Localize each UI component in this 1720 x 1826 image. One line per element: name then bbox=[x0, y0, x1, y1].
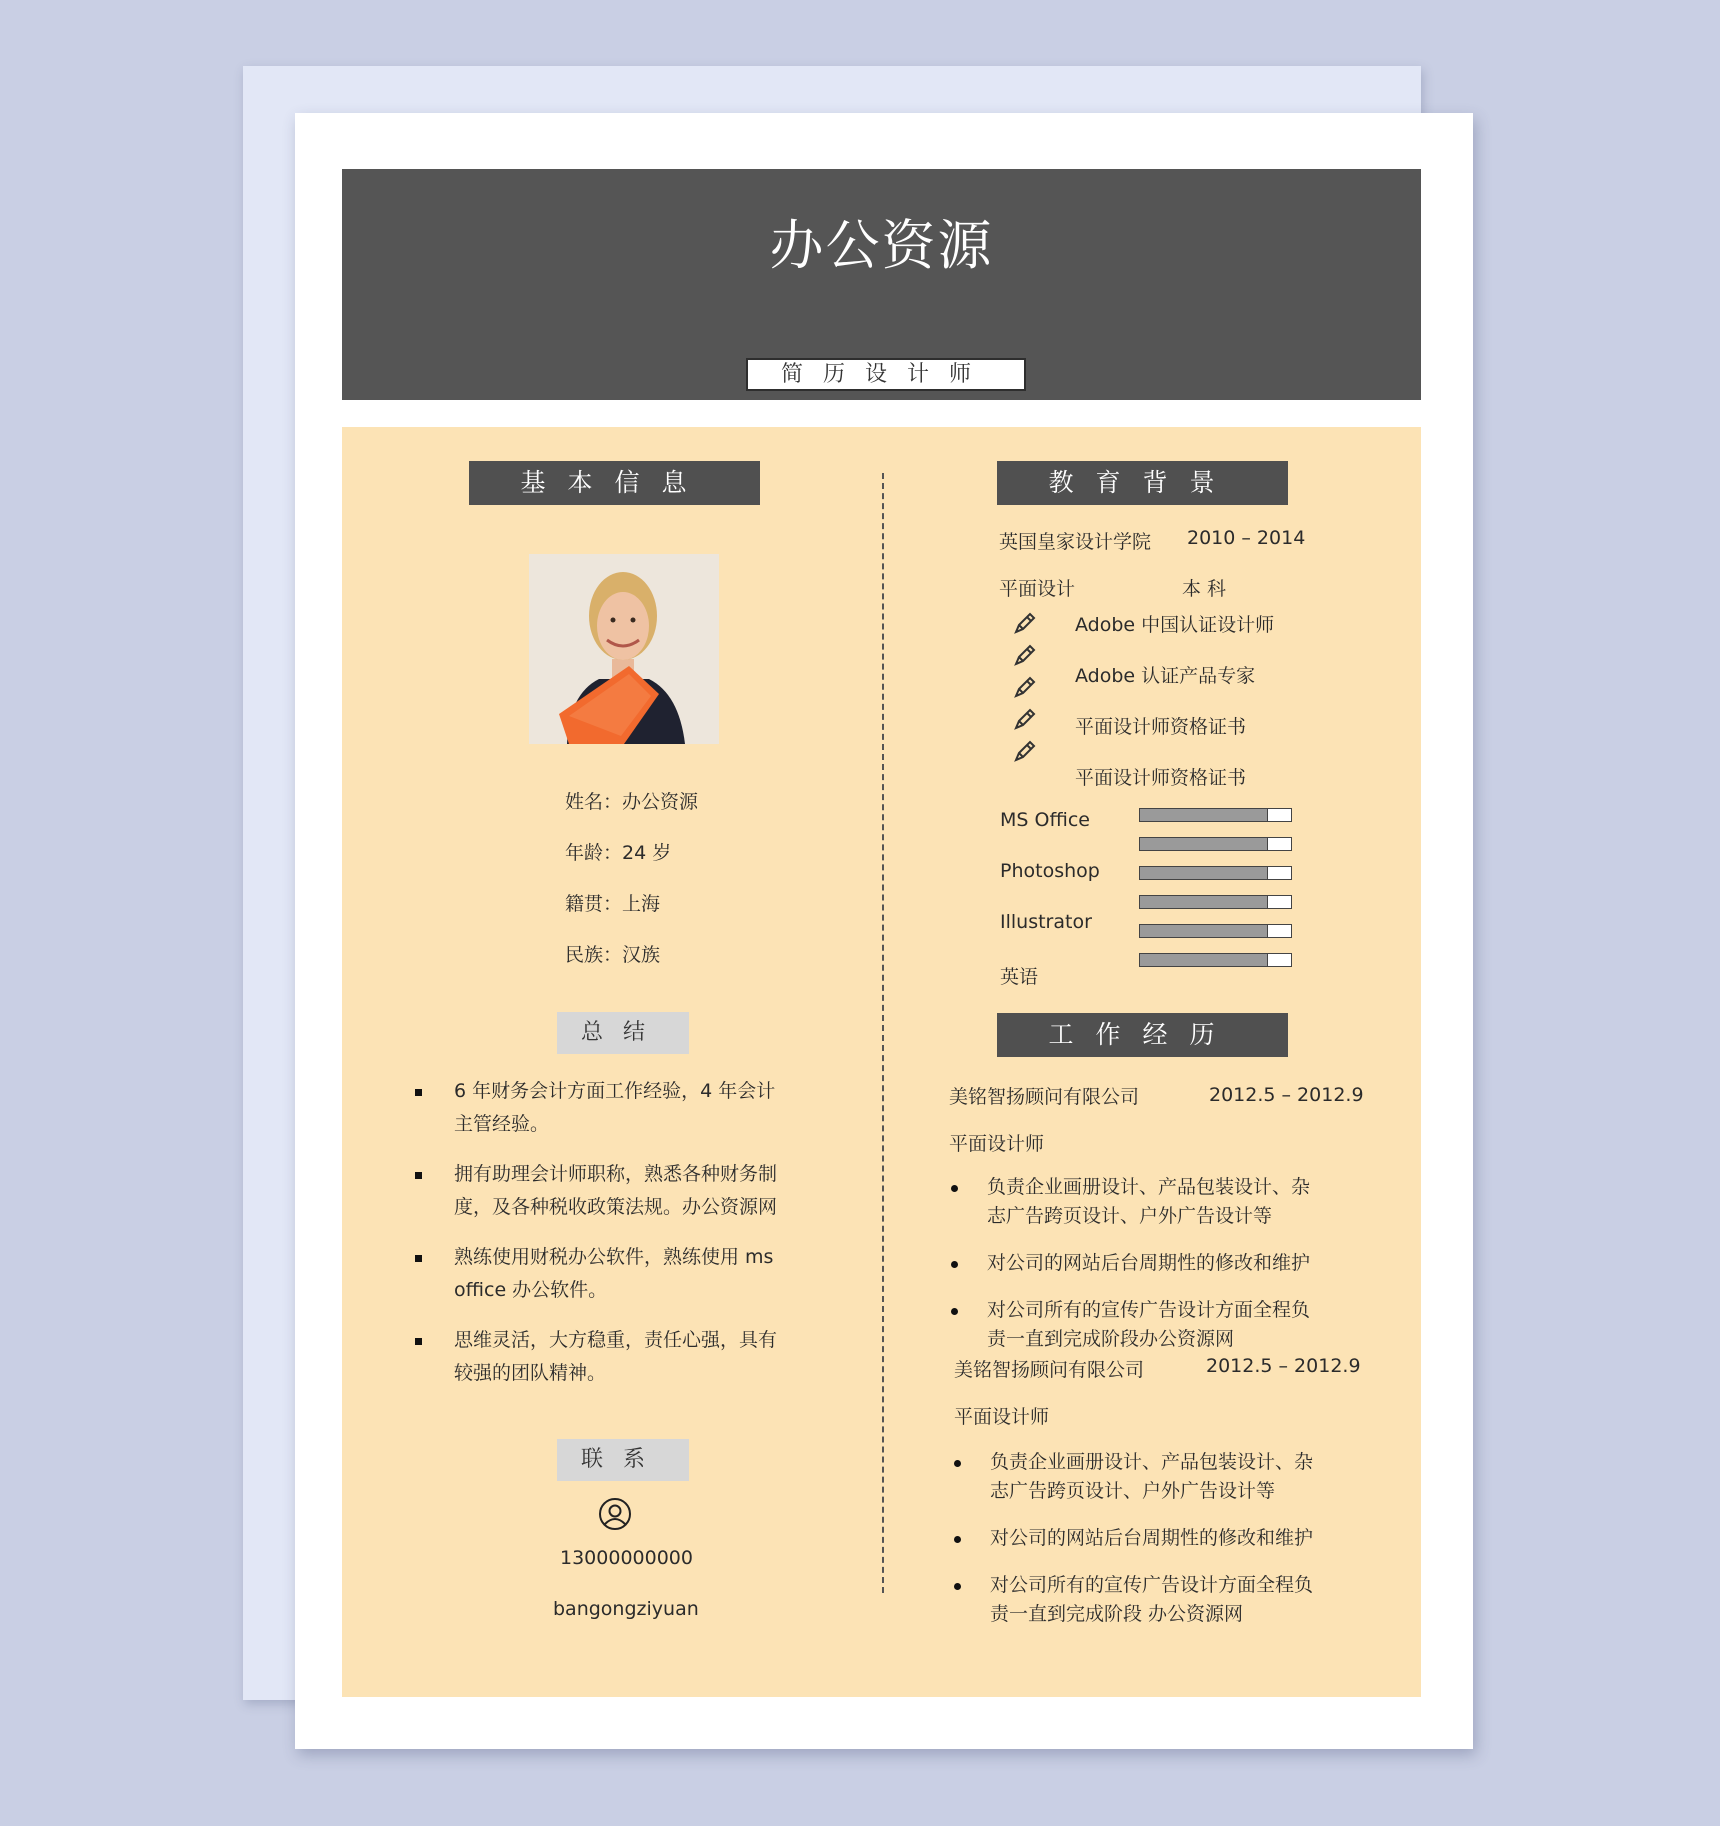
resume-body bbox=[342, 427, 1421, 1697]
pen-icon bbox=[1013, 739, 1037, 763]
duty-item: 负责企业画册设计、产品包装设计、杂志广告跨页设计、户外广告设计等 bbox=[952, 1448, 1317, 1506]
resume-header bbox=[342, 169, 1421, 400]
duty-item: 负责企业画册设计、产品包装设计、杂志广告跨页设计、户外广告设计等 bbox=[949, 1173, 1314, 1231]
resume-subtitle: 简历设计师 bbox=[746, 358, 1026, 391]
duty-item: 对公司的网站后台周期性的修改和维护 bbox=[952, 1524, 1317, 1553]
edu-school: 英国皇家设计学院 bbox=[999, 531, 1152, 553]
info-hometown: 籍贯：上海 bbox=[565, 893, 661, 915]
skill-bar bbox=[1139, 837, 1292, 851]
duty-item: 对公司的网站后台周期性的修改和维护 bbox=[949, 1249, 1314, 1278]
job-role: 平面设计师 bbox=[954, 1406, 1050, 1428]
info-ethnicity: 民族：汉族 bbox=[565, 944, 661, 966]
job-duties-clip bbox=[949, 1173, 1314, 1350]
cert-item: Adobe 认证产品专家 bbox=[1075, 665, 1256, 687]
info-age: 年龄：24 岁 bbox=[565, 842, 672, 864]
skill-label: Photoshop bbox=[1000, 860, 1100, 882]
skill-bar-fill bbox=[1140, 925, 1268, 937]
summary-item: 熟练使用财税办公软件，熟练使用 ms office 办公软件。 bbox=[412, 1241, 782, 1307]
cert-item: 平面设计师资格证书 bbox=[1075, 767, 1247, 789]
section-work: 工作经历 bbox=[997, 1013, 1288, 1057]
skill-bar bbox=[1139, 953, 1292, 967]
cert-item: Adobe 中国认证设计师 bbox=[1075, 614, 1275, 636]
summary-item: 6 年财务会计方面工作经验，4 年会计主管经验。 bbox=[412, 1075, 782, 1141]
duty-item: 对公司所有的宣传广告设计方面全程负责一直到完成阶段办公资源网 bbox=[949, 1296, 1314, 1354]
contact-phone: 13000000000 bbox=[560, 1547, 693, 1569]
job-duties bbox=[949, 1173, 1314, 1372]
skill-label: Illustrator bbox=[1000, 911, 1092, 933]
skill-label: 英语 bbox=[1000, 966, 1039, 988]
skill-bar-fill bbox=[1140, 896, 1268, 908]
user-circle-icon bbox=[598, 1497, 632, 1531]
job-role: 平面设计师 bbox=[949, 1133, 1045, 1155]
job-company: 美铭智扬顾问有限公司 bbox=[954, 1359, 1145, 1381]
skill-label: MS Office bbox=[1000, 809, 1090, 831]
edu-major: 平面设计 bbox=[999, 578, 1076, 600]
job-duties bbox=[952, 1448, 1317, 1647]
edu-period: 2010 – 2014 bbox=[1187, 527, 1306, 549]
summary-item: 思维灵活，大方稳重，责任心强，具有较强的团队精神。 bbox=[412, 1324, 782, 1390]
summary-list bbox=[412, 1075, 782, 1407]
resume-page bbox=[295, 113, 1473, 1749]
avatar-photo bbox=[529, 554, 719, 744]
skill-bar-fill bbox=[1140, 838, 1268, 850]
skill-bar bbox=[1139, 895, 1292, 909]
pen-icon bbox=[1013, 611, 1037, 635]
cert-item: 平面设计师资格证书 bbox=[1075, 716, 1247, 738]
edu-degree: 本 科 bbox=[1182, 578, 1227, 600]
job-period: 2012.5 – 2012.9 bbox=[1209, 1084, 1364, 1106]
skill-bar bbox=[1139, 866, 1292, 880]
skill-bar bbox=[1139, 808, 1292, 822]
pen-icon bbox=[1013, 707, 1037, 731]
summary-item: 拥有助理会计师职称，熟悉各种财务制度，及各种税收政策法规。办公资源网 bbox=[412, 1158, 782, 1224]
duty-item: 对公司所有的宣传广告设计方面全程负责一直到完成阶段 办公资源网 bbox=[952, 1571, 1317, 1629]
job-company: 美铭智扬顾问有限公司 bbox=[949, 1086, 1140, 1108]
skill-bar bbox=[1139, 924, 1292, 938]
section-basic-info: 基本信息 bbox=[469, 461, 760, 505]
avatar bbox=[529, 554, 719, 744]
skill-bar-fill bbox=[1140, 809, 1268, 821]
section-education: 教育背景 bbox=[997, 461, 1288, 505]
resume-title: 办公资源 bbox=[769, 214, 994, 277]
pen-icon bbox=[1013, 643, 1037, 667]
section-summary: 总结 bbox=[557, 1012, 689, 1054]
info-name: 姓名：办公资源 bbox=[565, 791, 699, 813]
pen-icon bbox=[1013, 675, 1037, 699]
job-period: 2012.5 – 2012.9 bbox=[1206, 1355, 1361, 1377]
section-contact: 联系 bbox=[557, 1439, 689, 1481]
skill-bar-fill bbox=[1140, 954, 1268, 966]
contact-email: bangongziyuan bbox=[553, 1598, 699, 1620]
column-divider bbox=[882, 473, 884, 1593]
skill-bar-fill bbox=[1140, 867, 1268, 879]
